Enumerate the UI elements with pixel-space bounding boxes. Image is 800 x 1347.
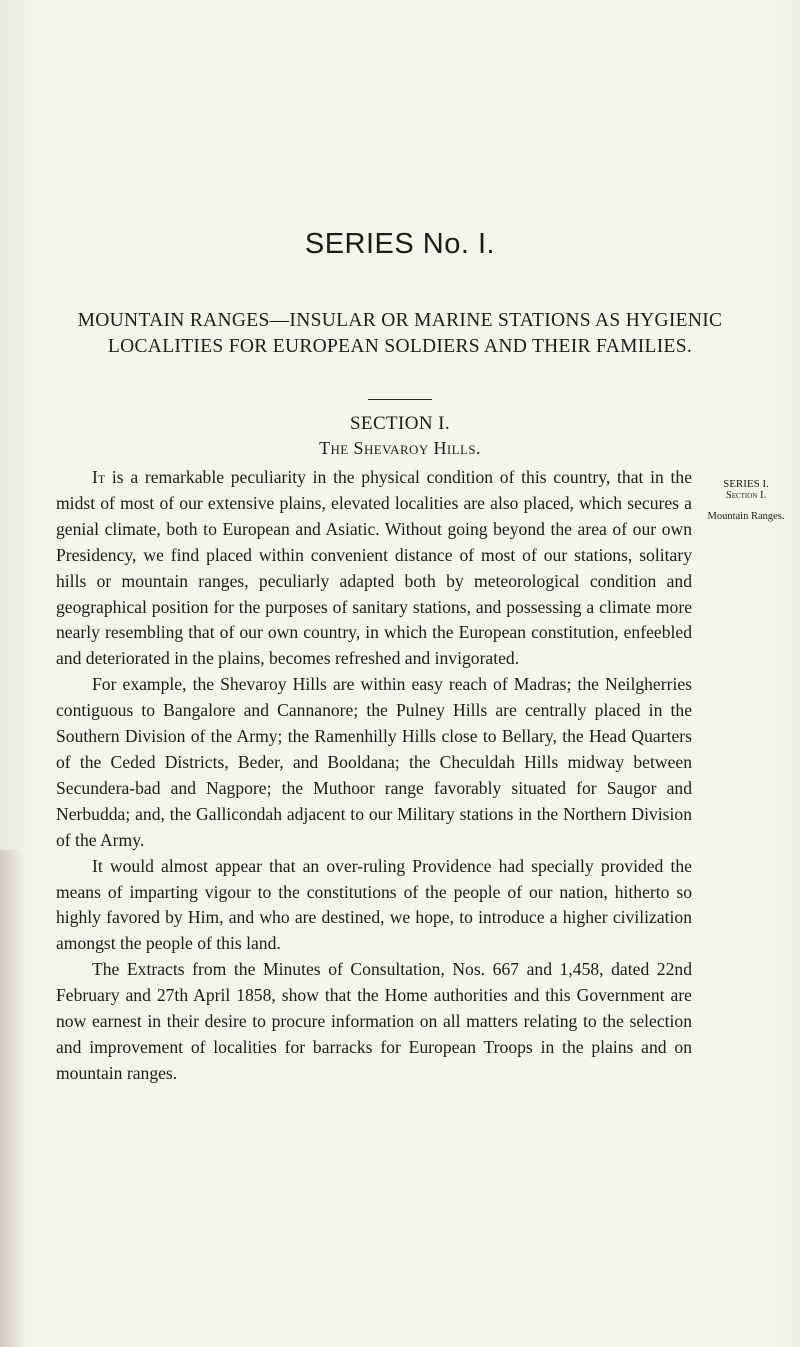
body-text [56, 465, 692, 1087]
section-heading: SECTION I. [349, 413, 451, 434]
section-subheading: The Shevaroy Hills. [319, 438, 481, 458]
margin-note-series: SERIES I. [723, 478, 769, 490]
title-divider [368, 399, 432, 400]
paragraph-text: The Extracts from the Minutes of Consultation, Nos. 667 and 1,458, dated 22nd February and 27th April 1858, show that the Home authorities and this Government are now earnest in their desire to procure information on all matters relating to the selection and improvement of localities for barracks for European Troops in the plains and on mountain ranges. [56, 959, 692, 1083]
paragraph-text: It would almost appear that an over-ruling Providence had specially provided the means of imparting vigour to the constitutions of the people of our nation, hitherto so highly favored by Him, and who are destined, we hope, to introduce a higher civilization amongst the people of this land. [56, 855, 692, 954]
margin-note-topic: Mountain Ranges. [707, 511, 785, 522]
paragraph-text: For example, the Shevaroy Hills are within easy reach of Madras; the Neilgherries contiguous to Bangalore and Cannanore; the Pulney Hills are centrally placed in the Southern Division of the Army; the Ramenhilly Hills close to Bellary, the Head Quarters of the Ceded Districts, Beder, and Booldana; the Checuldah Hills midway between Secundera-bad and Nagpore; the Muthoor range favorably situated for Saugor and Nerbudda; and, the Gallicondah adjacent to our Military stations in the Northern Division of the Army. [56, 674, 692, 850]
binding-shadow [0, 850, 22, 1347]
margin-note-section: Section I. [725, 490, 767, 501]
paragraph [56, 854, 692, 958]
main-title: MOUNTAIN RANGES—INSULAR OR MARINE STATIONS AS HYGIENIC LOCALITIES FOR EUROPEAN SOLDIERS AND THEIR FAMILIES. [77, 310, 723, 357]
paragraph [56, 672, 692, 853]
margin-notes [698, 478, 794, 522]
paragraph [56, 957, 692, 1087]
paragraph [56, 465, 692, 672]
paragraph-opening-words: It [92, 467, 106, 487]
paragraph-text: is a remarkable peculiarity in the physical condition of this country, that in the midst of most of our extensive plains, elevated localities are also placed, which secures a genial climate, both to European and Asiatic. Without going beyond the area of our own Presidency, we find placed within convenient distance of most of our stations, solitary hills or mountain ranges, peculiarly adapted both by meteorological condition and geographical position for the purposes of sanitary stations, and possessing a climate more nearly resembling that of our own country, in which the European constitution, enfeebled and deteriorated in the plains, becomes refreshed and invigorated. [56, 467, 692, 669]
series-title: SERIES No. I. [304, 228, 496, 260]
